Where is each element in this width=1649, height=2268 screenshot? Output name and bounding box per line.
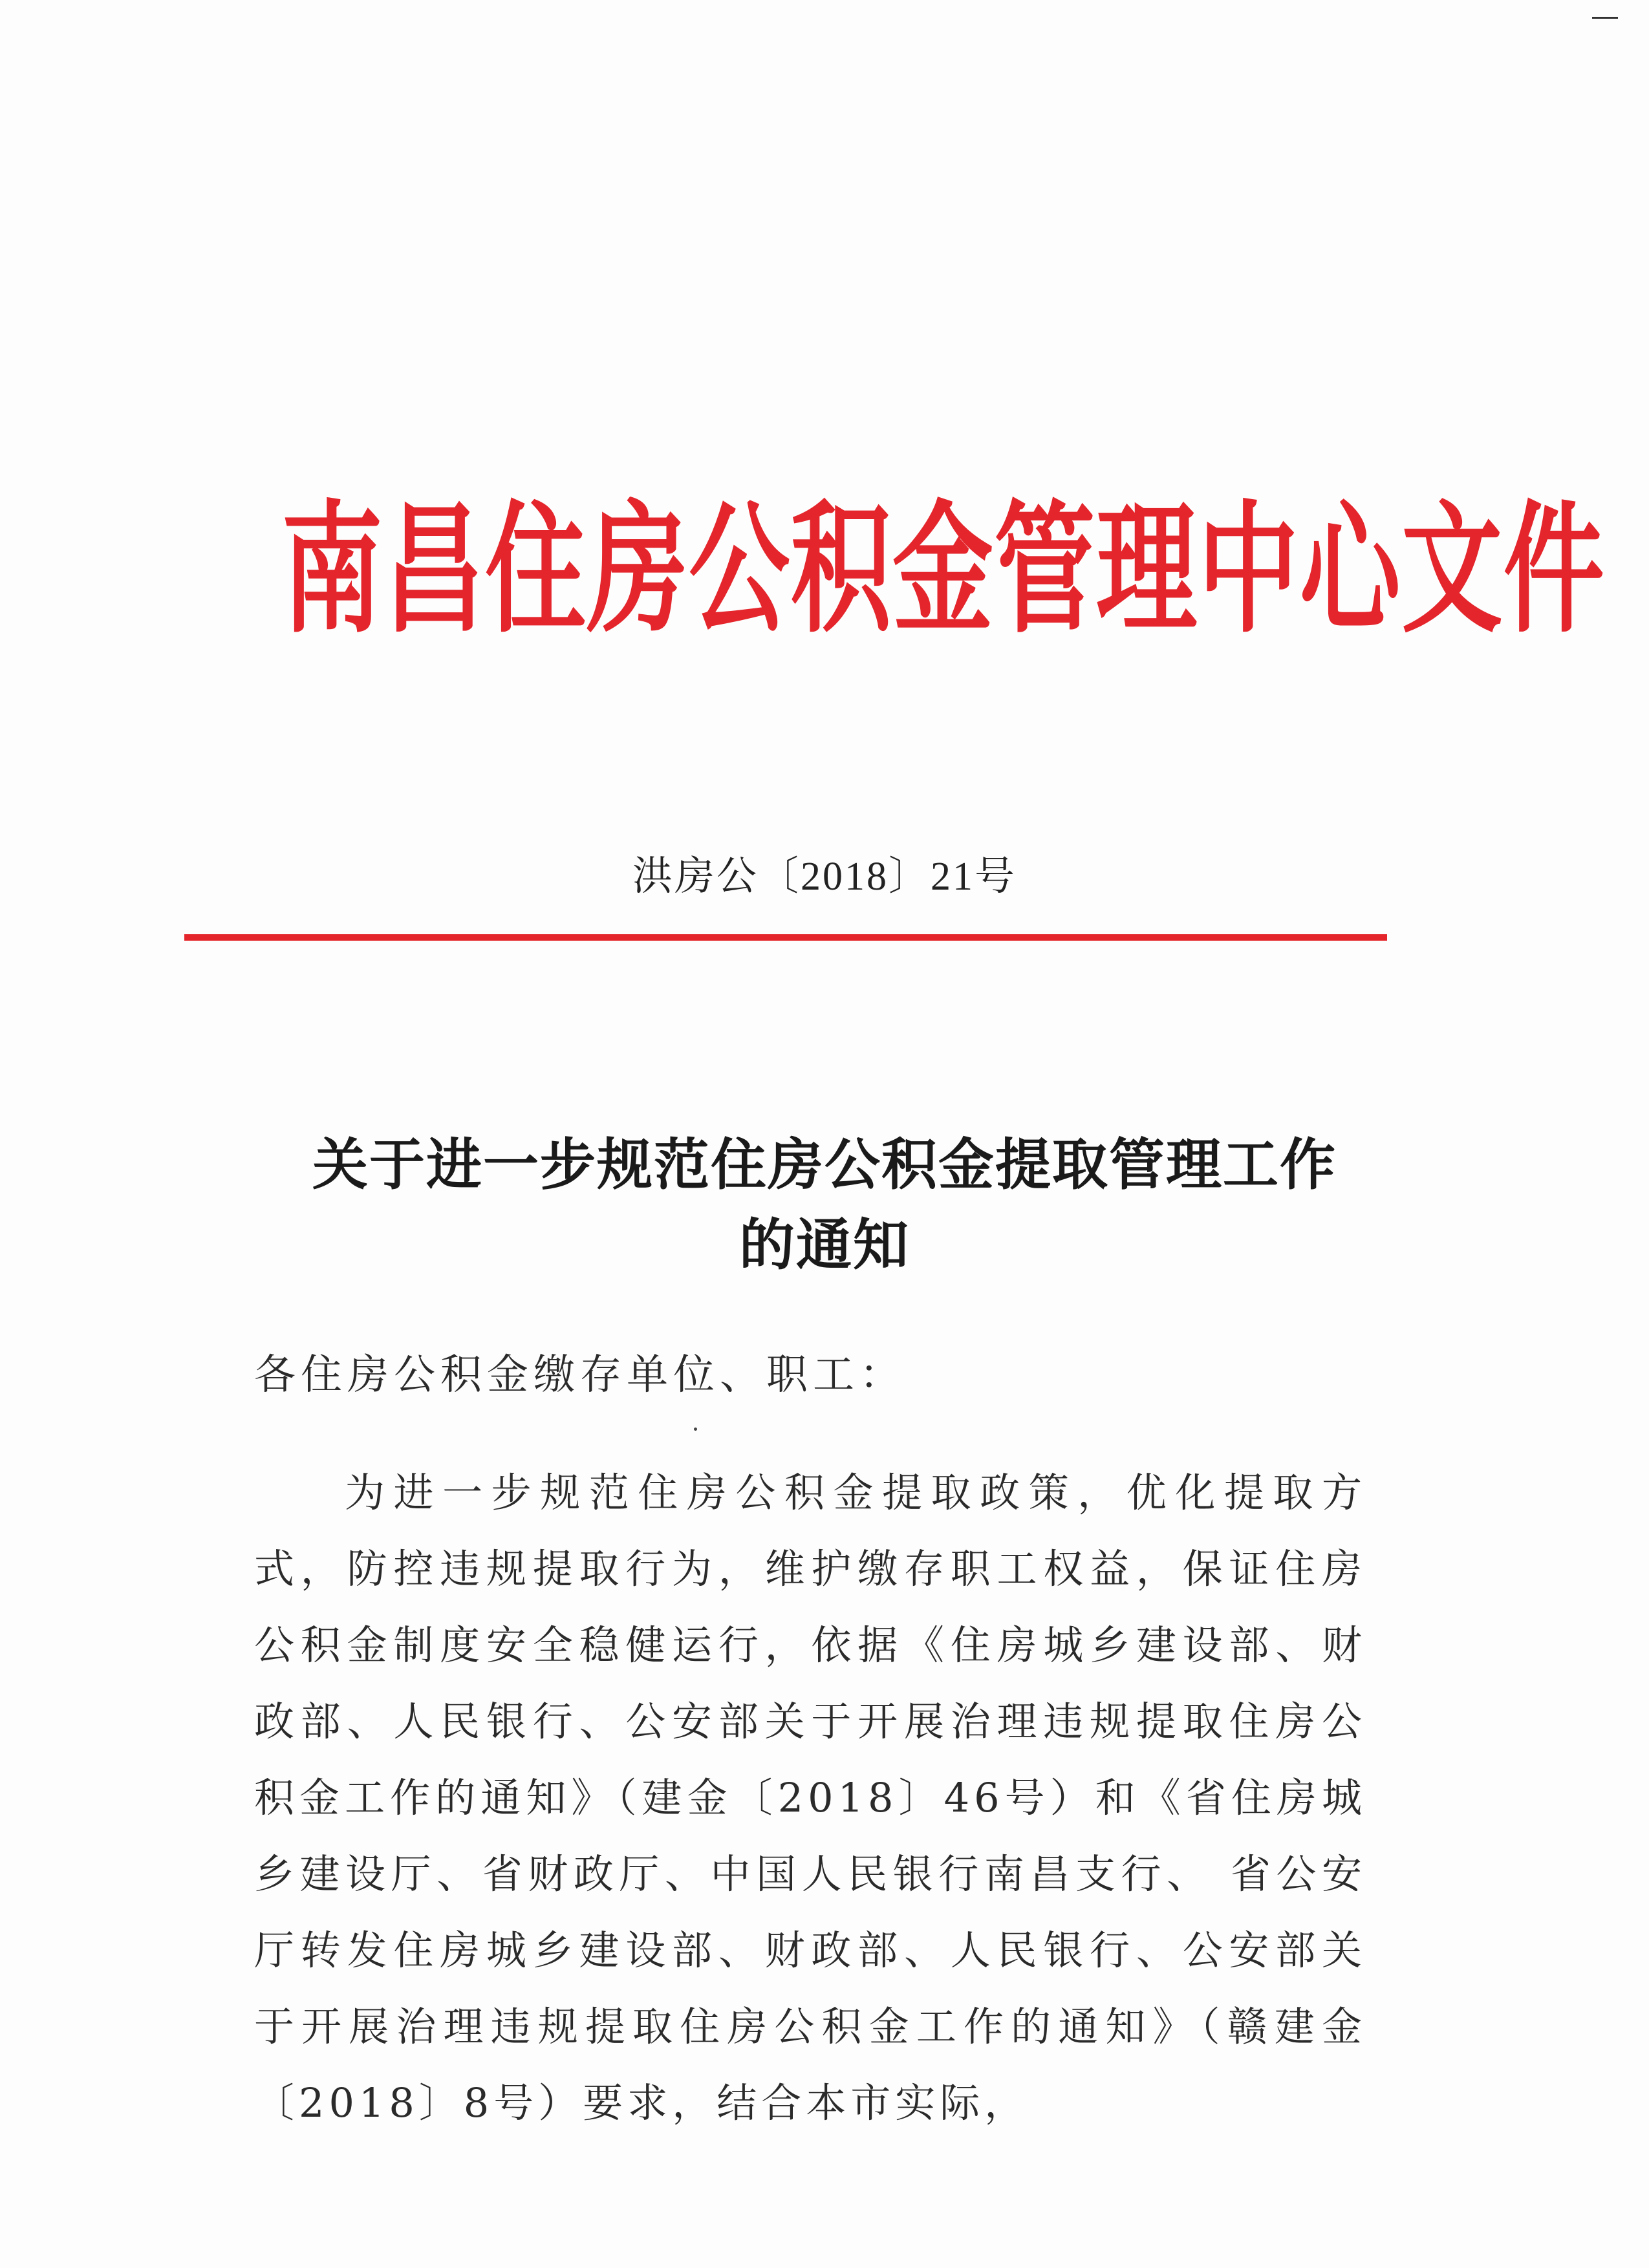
body-paragraph: 为进一步规范住房公积金提取政策，优化提取方式，防控违规提取行为，维护缴存职工权益，保证住房公积金制度安全稳健运行，依据《住房城乡建设部、财政部、人民银行、公安部关于开展治理违规提取住房公积金工作的通知》（建金〔2018〕46号）和《省住房城乡建设厅、省财政厅、中国人民银行南昌支行、 省公安厅转发住房城乡建设部、财政部、人民银行、公安部关于开展治理违规提取住房公积金工作的通知》（赣建金〔2018〕8号）要求，结合本市实际，	[254, 1469, 1366, 2126]
red-divider-line	[184, 934, 1387, 941]
corner-mark	[1592, 17, 1618, 19]
scan-speck	[694, 1428, 697, 1431]
notice-title-line-1: 关于进一步规范住房公积金提取管理工作	[312, 1133, 1337, 1197]
notice-title	[220, 1125, 1429, 1285]
notice-title-line-2: 的通知	[739, 1213, 910, 1278]
document-number: 洪房公〔2018〕21号	[632, 855, 1017, 899]
masthead-title: 南昌住房公积金管理中心文件	[281, 493, 1606, 650]
salutation: 各住房公积金缴存单位、职工：	[254, 1351, 906, 1399]
